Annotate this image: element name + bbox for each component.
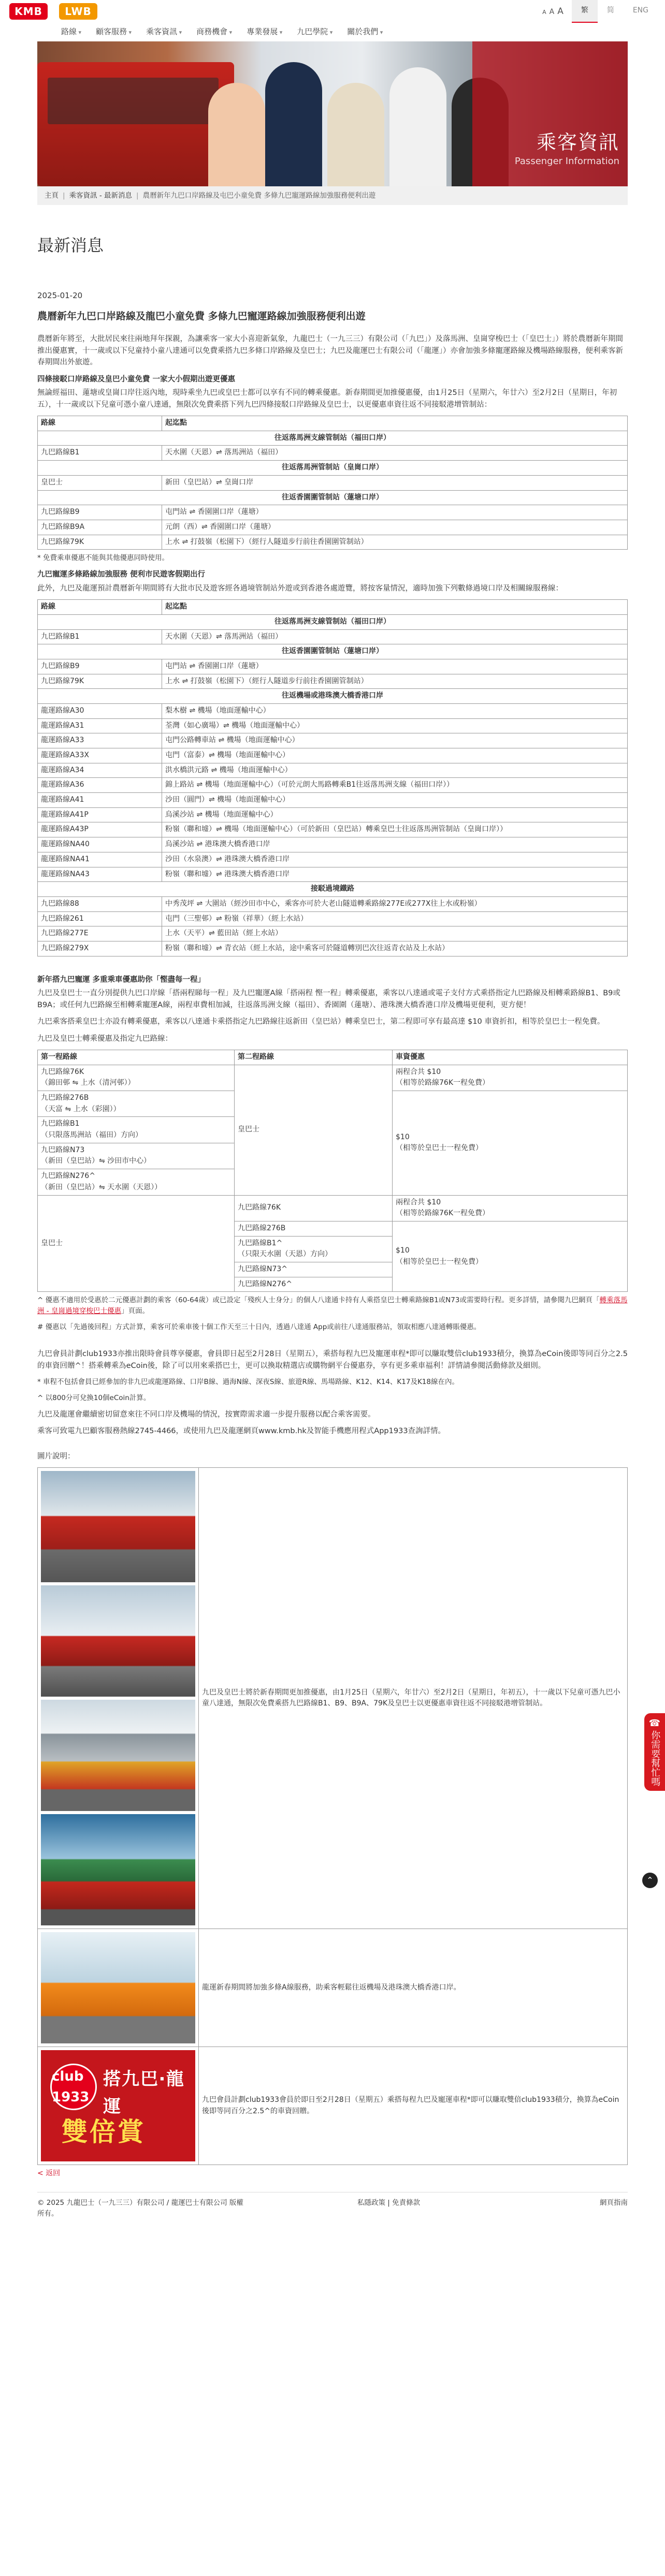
route-cell: 九巴路線B9A	[38, 520, 162, 535]
font-size-switcher	[542, 5, 563, 18]
table-section: 往返香園圍管制站（蓮塘口岸）	[38, 644, 628, 659]
note-text: 」頁面。	[121, 1307, 149, 1316]
article-paragraph: 九巴會員計劃club1933亦推出限時會員尊享優惠，會員即日起至2月28日（星期五），乘搭每程九巴及寵運車程*即可以賺取雙倍club1933積分，換算為eCoin後即等同百分之2.5的車資回贈^！搭乘轉乘為eCoin後，除了可以用來乘搭巴士，更可以換取精選店或購物網平台優惠券，享有更多乘車福利！詳情請參閱活動條款及細則。	[37, 1350, 628, 1370]
route-endpoints: 元朗（西）⇌ 香園圍口岸（蓮塘）	[162, 520, 628, 535]
discount-desc: （相等於皇巴士一程免費）	[396, 1257, 483, 1266]
route-name: 九巴路線B1	[41, 1120, 80, 1128]
route-cell: 龍運路線A36	[38, 778, 162, 793]
route-name: 九巴路線76K	[41, 1067, 84, 1076]
nav-about[interactable]: 關於我們 ▾	[347, 26, 383, 38]
route-cell	[38, 1143, 235, 1169]
route-cell: 九巴路線261	[38, 911, 162, 926]
picture-caption: 龍運新春期間將加強多條A線服務，助乘客輕鬆往返機場及港珠澳大橋香港口岸。	[199, 1929, 628, 2047]
route-endpoints: 沙田（水泉澳）⇌ 港珠澳大橋香港口岸	[162, 852, 628, 867]
route-cell: 龍運路線A43P	[38, 822, 162, 837]
breadcrumb-news[interactable]: 乘客資訊 - 最新消息	[69, 191, 133, 200]
route-endpoints: 天水圍（天恩）⇌ 落馬洲站（福田）	[162, 446, 628, 461]
route-endpoints: 上水 ⇌ 打鼓嶺（松園下）（經行人隧道步行前往香園圍管制站）	[162, 674, 628, 689]
lang-sc[interactable]: 简	[606, 6, 614, 15]
discount-amount: 兩程合共 $10	[396, 1067, 441, 1076]
footer-sitemap[interactable]: 網頁指南	[600, 2199, 628, 2207]
font-large[interactable]: A	[557, 6, 563, 17]
route-desc: （錦田邨 ⇋ 上水（清河邨））	[41, 1079, 135, 1087]
section-heading: 四條接駁口岸路線及皇巴小童免費 一家大小假期出遊更優惠	[37, 375, 236, 384]
scroll-to-top-button[interactable]: ⌃	[642, 1873, 658, 1888]
breadcrumb-home[interactable]: 主頁	[45, 191, 59, 200]
table-section: 往返落馬洲管制站（皇崗口岸）	[38, 461, 628, 476]
banner-subtitle: Passenger Information	[514, 156, 619, 167]
discount-amount: $10	[396, 1132, 410, 1141]
banner-person	[389, 67, 446, 186]
route-endpoints: 洪水橋洪元路 ⇌ 機場（地面運輸中心）	[162, 763, 628, 778]
photo-bus-1	[41, 1471, 195, 1582]
lang-tc[interactable]: 繁	[572, 0, 598, 23]
route-endpoints: 上水 ⇌ 打鼓嶺（松園下）（經行人隧道步行前往香園圍管制站）	[162, 535, 628, 550]
help-button[interactable]	[644, 1713, 665, 1791]
route-cell: 龍運路線NA40	[38, 837, 162, 852]
route-cell: 龍運路線A41P	[38, 807, 162, 822]
banner-person	[327, 83, 384, 186]
photo-bus-2	[41, 1585, 195, 1697]
interchange-discount-table	[37, 1050, 628, 1292]
table-header: 路線	[38, 600, 162, 615]
article-paragraph: 九巴及龍運會繼續密切留意來往不同口岸及機場的情況，按實際需求適一步提升服務以配合乘客需要。	[37, 1410, 375, 1419]
poster-line-2: 雙倍賞	[62, 2117, 146, 2147]
pictures-label: 圖片說明：	[37, 1452, 75, 1461]
nav-customer-service[interactable]: 顧客服務 ▾	[96, 26, 132, 38]
breadcrumb-separator: |	[136, 191, 139, 200]
route-cell: 皇巴士	[38, 475, 162, 490]
breadcrumb	[37, 186, 628, 205]
table-section: 接駁過境鐵路	[38, 882, 628, 897]
picture-cell	[38, 2047, 199, 2165]
table-header: 第二程路線	[235, 1050, 393, 1065]
interchange-offer-link[interactable]: 轉乘落馬洲 - 皇崗過境穿梭巴士優惠	[37, 1296, 628, 1316]
route-endpoints: 烏溪沙站 ⇌ 機場（地面運輸中心）	[162, 807, 628, 822]
discount-cell	[393, 1091, 628, 1196]
route-cell: 龍運路線NA43	[38, 867, 162, 882]
breadcrumb-current: 農曆新年九巴口岸路線及屯巴小童免費 多條九巴寵運路線加強服務便利出遊	[142, 191, 376, 200]
route-cell: 九巴路線277E	[38, 926, 162, 941]
article-paragraph: 九巴及皇巴士一直分別提供九巴口岸線「搭兩程睇每一程」及九巴寵運A線「搭兩程 慳一程」轉乘優惠，乘客以八達通或電子支付方式乘搭指定九巴路線及相轉乘路線B1、B9或B9A；或任何九巴路線至相轉乘寵運A線，兩程車費相加減，往返落馬洲支線（福田）、香園圍（蓮塘）、港珠澳大橋香港口岸及機場更便利，更方便！	[37, 989, 620, 1009]
lang-en[interactable]: ENG	[632, 6, 648, 15]
route-endpoints: 梨木樹 ⇌ 機場（地面運輸中心）	[162, 703, 628, 718]
table-header: 路線	[38, 416, 162, 431]
picture-caption: 九巴會員計劃club1933會員於即日至2月28日（星期五）乘搭每程九巴及寵運車程*即可以賺取雙倍club1933積分，換算為eCoin後即等同百分之2.5^的車資回贈。	[199, 2047, 628, 2165]
article-date: 2025-01-20	[37, 290, 83, 300]
help-label: 你需要幫忙嗎	[649, 1730, 661, 1787]
pictures-table	[37, 1467, 628, 2165]
banner-person	[208, 83, 265, 186]
route-endpoints: 屯門站 ⇌ 香園圍口岸（蓮塘）	[162, 505, 628, 520]
route-name: 九巴路線276B	[41, 1094, 89, 1102]
footnote: * 車程不包括會員已經參加的非九巴或龍運路線、口岸B線、過海N線、深夜S線、旅遊R線、馬場路線、K12、K14、K17及K18線在內。	[37, 1378, 459, 1387]
route-cell: 龍運路線NA41	[38, 852, 162, 867]
route-endpoints: 屯門站 ⇌ 香園圍口岸（蓮塘）	[162, 659, 628, 674]
free-ride-routes-table	[37, 416, 628, 550]
route-cell	[38, 1091, 235, 1117]
logos	[9, 3, 97, 20]
route-endpoints: 粉嶺（聯和墟）⇌ 機場（地面運輸中心）（可於新田（皇巴站）轉乘皇巴士往返落馬洲管制站（皇崗口岸））	[162, 822, 628, 837]
route-endpoints: 上水（天平）⇌ 藍田站（經上水站）	[162, 926, 628, 941]
route-endpoints: 中秀茂坪 ⇌ 大圍站（經沙田市中心，乘客亦可於大老山隧道轉乘路線277E或277X往上水或粉嶺）	[162, 896, 628, 911]
route-desc: （天富 ⇋ 上水（彩園））	[41, 1105, 121, 1113]
route-name: 九巴路線N276^	[41, 1172, 95, 1181]
route-cell: 九巴路線88	[38, 896, 162, 911]
route-endpoints: 天水圍（天恩）⇌ 落馬洲站（福田）	[162, 629, 628, 644]
photo-bus-4	[41, 1814, 195, 1925]
footnote: ^ 以800分可兌換10個eCoin計算。	[37, 1393, 151, 1402]
route-cell	[235, 1236, 393, 1262]
table-note: # 優惠以「先過後回程」方式計算，乘客可於乘車後十個工作天至三十日內，透過八達通 App或前往八達通服務站，領取相應八達通轉賬優惠。	[37, 1323, 481, 1332]
route-cell: 九巴路線B1	[38, 446, 162, 461]
back-link[interactable]: < 返回	[37, 2169, 61, 2178]
table-header: 車資優惠	[393, 1050, 628, 1065]
route-endpoints: 屯門（富泰）⇌ 機場（地面運輸中心）	[162, 748, 628, 763]
section-heading: 九巴寵運多條路線加強服務 便利市民遊客假期出行	[37, 570, 206, 579]
route-endpoints: 粉嶺（聯和墟）⇌ 青衣站（經上水站，途中乘客可於隧道轉別巴次往返青衣站及上水站）	[162, 941, 628, 956]
table-note: * 免費乘車優惠不能與其他優惠同時使用。	[37, 554, 169, 563]
discount-amount: $10	[396, 1246, 410, 1255]
article-intro: 農曆新年將至，大批居民來往兩地拜年探親，為讓乘客一家大小喜迎新氣象，九龍巴士（一九三三）有限公司（「九巴」）及落馬洲、皇崗穿梭巴士（「皇巴士」）將於農曆新年期間推出優惠實，十一歲或以下兒童持小童八達通可以免費乘搭九巴多條口岸路線及皇巴士；九巴及龍運巴士有限公司（「龍運」）亦會加強多條寵運路線及機場路線服務，便利乘客新春期間出外旅遊。	[37, 335, 623, 367]
note-text: ^ 優惠不適用於受惠於二元優惠計劃的乘客（60-64歲）或已設定「殘疾人士身分」的個人八達通卡持有人乘搭皇巴士轉乘路線B1或N73或需要時行程。更多詳情，請參閱九巴網頁「	[37, 1296, 600, 1305]
route-desc: （新田（皇巴站）⇋ 沙田市中心）	[41, 1157, 151, 1166]
route-endpoints: 沙田（圓門）⇌ 機場（地面運輸中心）	[162, 793, 628, 808]
route-desc: （新田（皇巴站）⇋ 天水圍（天恩））	[41, 1183, 162, 1191]
breadcrumb-separator: |	[63, 191, 65, 200]
table-header: 起迄點	[162, 600, 628, 615]
hero-banner	[37, 41, 628, 186]
site-footer	[37, 2192, 628, 2239]
route-endpoints: 錦上路站 ⇌ 機場（地面運輸中心）（可於元朗大馬路轉乘B1往返落馬洲支線（福田口岸））	[162, 778, 628, 793]
page-title: 最新消息	[37, 235, 104, 255]
banner-title-box	[472, 41, 628, 186]
route-cell: 九巴路線79K	[38, 674, 162, 689]
discount-desc: （相等於路線76K一程免費）	[396, 1209, 489, 1218]
photo-bus-3	[41, 1700, 195, 1811]
picture-caption: 九巴及皇巴士將於新春期間更加推優惠，由1月25日（星期六，年廿六）至2月2日（星期日，年初五），十一歲以下兒童可憑九巴小童八達通，無限次免費乘搭九巴路線B1、B9、B9A、79K及皇巴士以更優惠車資往返不同接駁港增管制站。	[199, 1468, 628, 1929]
table-section: 往返香園圍管制站（蓮塘口岸）	[38, 490, 628, 505]
table-section: 往返落馬洲支線管制站（福田口岸）	[38, 431, 628, 446]
site-header	[0, 0, 665, 23]
route-endpoints: 新田（皇巴站）⇌ 皇崗口岸	[162, 475, 628, 490]
discount-amount: 兩程合共 $10	[396, 1198, 441, 1206]
route-cell: 九巴路線B1	[38, 629, 162, 644]
nav-business[interactable]: 商務機會 ▾	[196, 26, 232, 38]
language-switcher	[572, 0, 658, 23]
route-cell: 龍運路線A33X	[38, 748, 162, 763]
header-tools	[542, 0, 658, 23]
route-desc: （只限落馬洲站（福田）方向）	[41, 1131, 142, 1140]
back-link-wrap	[37, 2168, 628, 2180]
route-cell: 九巴路線N73^	[235, 1262, 393, 1277]
route-endpoints: 屯門公路轉車站 ⇌ 機場（地面運輸中心）	[162, 733, 628, 748]
route-cell	[38, 1169, 235, 1195]
discount-desc: （相等於路線76K一程免費）	[396, 1079, 489, 1087]
route-name: 九巴路線B1^	[238, 1239, 283, 1247]
footer-copyright: © 2025 九龍巴士（一九三三）有限公司 / 龍運巴士有限公司 版權所有。	[37, 2199, 243, 2218]
nav-academy[interactable]: 九巴學院 ▾	[297, 26, 332, 38]
article-title: 農曆新年九巴口岸路線及龍巴小童免費 多條九巴寵運路線加強服務便利出遊	[37, 310, 366, 322]
picture-cell	[38, 1929, 199, 2047]
font-medium[interactable]: A	[549, 7, 555, 16]
route-cell: 九巴路線B9	[38, 659, 162, 674]
nav-passenger-info[interactable]: 乘客資訊 ▾	[146, 26, 182, 38]
route-cell	[38, 1117, 235, 1143]
discount-desc: （相等於皇巴士一程免費）	[396, 1144, 483, 1153]
font-small[interactable]: A	[542, 8, 546, 16]
article-paragraph: 此外，九巴及龍運預計農曆新年期間將有大批市民及遊客經各過境管制站外遊或到香港各處遊覽，將按客量情況，適時加強下列數條過境口岸及相關線服務線：	[37, 584, 563, 593]
photo-lwb-bus	[41, 1932, 195, 2043]
route-cell: 龍運路線A41	[38, 793, 162, 808]
banner-title: 乘客資訊	[536, 130, 619, 154]
route-endpoints: 荃灣（如心廣場）⇌ 機場（地面運輸中心）	[162, 718, 628, 733]
route-endpoints: 粉嶺（聯和墟）⇌ 港珠澳大橋香港口岸	[162, 867, 628, 882]
table-section: 往返機場或港珠澳大橋香港口岸	[38, 689, 628, 704]
route-cell: 九巴路線276B	[235, 1221, 393, 1236]
first-leg-cell: 皇巴士	[38, 1195, 235, 1292]
kmb-logo[interactable]: KMB	[9, 3, 48, 20]
picture-cell	[38, 1468, 199, 1929]
route-cell: 九巴路線B9	[38, 505, 162, 520]
route-cell: 九巴路線79K	[38, 535, 162, 550]
table-note	[37, 1295, 628, 1317]
discount-cell	[393, 1221, 628, 1291]
route-cell	[38, 1065, 235, 1091]
footer-links[interactable]: 私隱政策 | 免責條款	[357, 2199, 421, 2207]
help-icon: ☎	[648, 1717, 661, 1729]
route-name: 九巴路線N73	[41, 1145, 85, 1154]
article-paragraph: 九巴乘客搭乘皇巴士亦設有轉乘優惠，乘客以八達通卡乘搭指定九巴路線往返新田（皇巴站）轉乘皇巴士，第二程即可享有最高達 $10 車資折扣，相等於皇巴士一程免費。	[37, 1018, 605, 1026]
enhanced-routes-table	[37, 599, 628, 956]
main-content	[0, 233, 665, 2180]
main-nav	[0, 23, 665, 41]
poster-line-1: 搭九巴‧龍運	[103, 2069, 185, 2117]
route-cell: 龍運路線A31	[38, 718, 162, 733]
second-leg-cell: 皇巴士	[235, 1065, 393, 1195]
route-desc: （只限天水圍（天恩）方向）	[238, 1250, 332, 1259]
route-cell: 九巴路線N276^	[235, 1277, 393, 1292]
club1933-poster	[41, 2050, 195, 2161]
route-cell: 九巴路線279X	[38, 941, 162, 956]
route-cell: 龍運路線A34	[38, 763, 162, 778]
nav-career[interactable]: 專業發展 ▾	[247, 26, 282, 38]
route-cell: 九巴路線76K	[235, 1195, 393, 1221]
route-endpoints: 烏溪沙站 ⇌ 港珠澳大橋香港口岸	[162, 837, 628, 852]
table-header: 起迄點	[162, 416, 628, 431]
nav-routes[interactable]: 路線 ▾	[61, 26, 81, 38]
discount-cell	[393, 1195, 628, 1221]
table-section: 往返落馬洲支線管制站（福田口岸）	[38, 614, 628, 629]
route-cell: 龍運路線A30	[38, 703, 162, 718]
banner-person	[265, 62, 322, 186]
banner-bus-image	[37, 62, 234, 186]
discount-cell	[393, 1065, 628, 1091]
table-header: 第一程路線	[38, 1050, 235, 1065]
route-endpoints: 屯門（三聖邨）⇌ 粉嶺（祥華）（經上水站）	[162, 911, 628, 926]
route-cell: 龍運路線A33	[38, 733, 162, 748]
lwb-logo[interactable]: LWB	[59, 3, 97, 20]
article-paragraph: 無論經福田、蓮塘或皇崗口岸往返內地，現時乘坐九巴或皇巴士都可以享有不同的轉乘優惠。新春期間更加推優惠優，由1月25日（星期六，年廿六）至2月2日（星期日，年初五），十一歲或以下兒童可憑小童八達通，無限次免費乘搭下列九巴四條接駁口岸路線及皇巴士，以更優惠車資往返不同接駁港增管制站：	[37, 389, 617, 409]
club1933-logo: club 1933	[50, 2064, 97, 2110]
article-paragraph: 九巴及皇巴士轉乘優惠及指定九巴路線：	[37, 1034, 172, 1043]
article-paragraph: 乘客可致電九巴顧客服務熱線2745-4466，或使用九巴及龍運網頁www.kmb.hk及智能手機應用程式App1933查詢詳情。	[37, 1427, 446, 1436]
section-heading: 新年搭九巴寵運 多重乘車優惠助你「慳盡每一程」	[37, 975, 206, 984]
